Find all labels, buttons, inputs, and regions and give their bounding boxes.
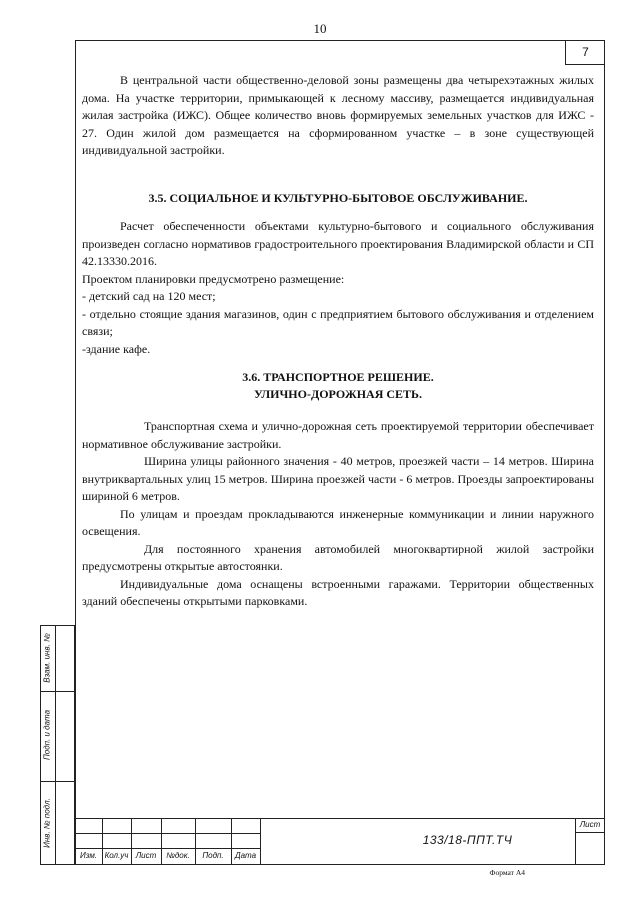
intro-paragraph: В центральной части общественно-деловой зоны размещены два четырехэтажных жилых дома. На участке территории, примыкающей к лесному массиву, размещается индивидуальная жилая застройка (ИЖС). Общее количество вновь формируемых земельных участков для ИЖС - 27. Один жилой дом размещается на сформированном участке – в зоне существующей индивидуальной застройки. <box>82 73 594 157</box>
section-3-6-title <box>82 369 594 403</box>
section-3-6-para2: Ширина улицы районного значения - 40 метров, проезжей части – 14 метров. Ширина внутриквартальных улиц 15 метров. Ширина проезжей части - 6 метров. Проезды запроектированы шириной 6 метров. <box>82 454 594 503</box>
intro-block <box>82 72 594 160</box>
section-3-6-para3: По улицам и проездам прокладываются инженерные коммуникации и линии наружного освещения. <box>82 506 594 538</box>
sheet-label: Лист <box>579 820 601 829</box>
section-3-5-para2: Проектом планировки предусмотрено размещение: <box>82 271 345 286</box>
section-3-6-body <box>82 418 594 611</box>
section-3-6-title-line2: УЛИЧНО-ДОРОЖНАЯ СЕТЬ. <box>254 387 422 401</box>
side-label-podp: Подп. и дата <box>42 709 52 761</box>
col-podp: Подп. <box>202 851 224 860</box>
section-3-5-title: 3.5. СОЦИАЛЬНОЕ И КУЛЬТУРНО-БЫТОВОЕ ОБСЛУЖИВАНИЕ. <box>148 191 528 205</box>
page-number: 10 <box>313 21 327 36</box>
section-3-5-item2: - отдельно стоящие здания магазинов, один с предприятием бытового обслуживания и отделением связи; <box>82 306 594 338</box>
section-3-5-item3: -здание кафе. <box>82 341 151 356</box>
col-izm: Изм. <box>79 851 98 860</box>
section-3-6-para5: Индивидуальные дома оснащены встроенными гаражами. Территории общественных зданий обеспечены открытыми парковками. <box>82 576 594 608</box>
document-code: 133/18-ППТ.ТЧ <box>422 833 513 847</box>
section-3-6-para4: Для постоянного хранения автомобилей многоквартирной жилой застройки предусмотрены открытые автостоянки. <box>82 541 594 573</box>
sheet-number: 7 <box>565 40 605 65</box>
section-3-6-para1: Транспортная схема и улично-дорожная сеть проектируемой территории обеспечивает нормативное обслуживание застройки. <box>82 419 594 451</box>
col-list: Лист <box>135 851 157 860</box>
side-label-inv: Инв. № подл. <box>42 797 52 848</box>
section-3-6-title-line1: 3.6. ТРАНСПОРТНОЕ РЕШЕНИЕ. <box>242 370 434 384</box>
section-3-5-item1: - детский сад на 120 мест; <box>82 289 216 303</box>
side-label-vzam: Взам. инв. № <box>42 632 52 683</box>
title-block <box>75 818 605 865</box>
col-kol: Кол.уч <box>104 851 129 860</box>
col-ndok: №док. <box>166 851 190 860</box>
section-3-5-para1: Расчет обеспеченности объектами культурно-бытового и социального обслуживания произведен согласно нормативов градостроительного проектирования Владимирской области и СП 42.13330.2016. <box>82 219 594 268</box>
format-label: Формат А4 <box>489 868 525 877</box>
col-data: Дата <box>234 851 257 860</box>
section-3-5-body <box>82 218 594 358</box>
